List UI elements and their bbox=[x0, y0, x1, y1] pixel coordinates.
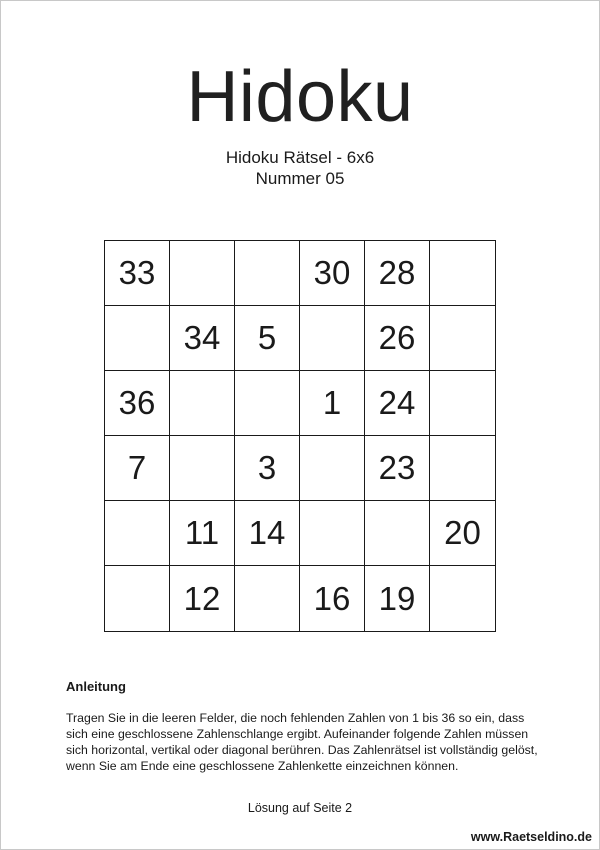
grid-cell[interactable] bbox=[170, 436, 235, 501]
grid-cell[interactable] bbox=[105, 306, 170, 371]
grid-cell[interactable]: 11 bbox=[170, 501, 235, 566]
grid-cell[interactable] bbox=[105, 501, 170, 566]
grid-cell[interactable]: 3 bbox=[235, 436, 300, 501]
website-link[interactable]: www.Raetseldino.de bbox=[470, 830, 592, 844]
grid-cell[interactable]: 23 bbox=[365, 436, 430, 501]
puzzle-number: Nummer 05 bbox=[255, 169, 345, 188]
grid-cell[interactable] bbox=[235, 566, 300, 631]
grid-cell[interactable]: 34 bbox=[170, 306, 235, 371]
page-title: Hidoku bbox=[186, 57, 414, 137]
grid-cell[interactable]: 16 bbox=[300, 566, 365, 631]
grid-cell[interactable] bbox=[430, 566, 495, 631]
hidoku-grid bbox=[104, 240, 496, 632]
grid-cell[interactable] bbox=[430, 436, 495, 501]
grid-cell[interactable]: 5 bbox=[235, 306, 300, 371]
instructions-text: Tragen Sie in die leeren Felder, die noch fehlenden Zahlen von 1 bis 36 so ein, dass sich eine geschlossene Zahlenschlange ergibt. Aufeinander folgende Zahlen müssen sich horizontal, vertikal oder diagonal berühren. Das Zahlenrätsel ist vollständig gelöst, wenn Sie am Ende eine geschlossene Zahlenkette einzeichnen können. bbox=[66, 711, 538, 773]
grid-cell[interactable] bbox=[430, 306, 495, 371]
grid-cell[interactable]: 24 bbox=[365, 371, 430, 436]
grid-cell[interactable]: 36 bbox=[105, 371, 170, 436]
puzzle-subtitle: Hidoku Rätsel - 6x6 bbox=[225, 148, 375, 167]
grid-cell[interactable] bbox=[430, 371, 495, 436]
grid-cell[interactable] bbox=[235, 241, 300, 306]
grid-cell[interactable] bbox=[105, 566, 170, 631]
grid-cell[interactable]: 1 bbox=[300, 371, 365, 436]
grid-cell[interactable]: 28 bbox=[365, 241, 430, 306]
grid-cell[interactable] bbox=[170, 371, 235, 436]
grid-cell[interactable] bbox=[300, 436, 365, 501]
instructions-heading: Anleitung bbox=[66, 679, 126, 694]
grid-cell[interactable] bbox=[300, 501, 365, 566]
grid-cell[interactable] bbox=[170, 241, 235, 306]
grid-cell[interactable] bbox=[430, 241, 495, 306]
grid-cell[interactable]: 14 bbox=[235, 501, 300, 566]
grid-cell[interactable] bbox=[300, 306, 365, 371]
grid-cell[interactable]: 12 bbox=[170, 566, 235, 631]
grid-cell[interactable] bbox=[235, 371, 300, 436]
grid-cell[interactable]: 7 bbox=[105, 436, 170, 501]
grid-cell[interactable]: 33 bbox=[105, 241, 170, 306]
grid-cell[interactable]: 19 bbox=[365, 566, 430, 631]
grid-cell[interactable]: 20 bbox=[430, 501, 495, 566]
grid-cell[interactable]: 30 bbox=[300, 241, 365, 306]
grid-cell[interactable] bbox=[365, 501, 430, 566]
grid-cell[interactable]: 26 bbox=[365, 306, 430, 371]
solution-note: Lösung auf Seite 2 bbox=[247, 801, 353, 815]
